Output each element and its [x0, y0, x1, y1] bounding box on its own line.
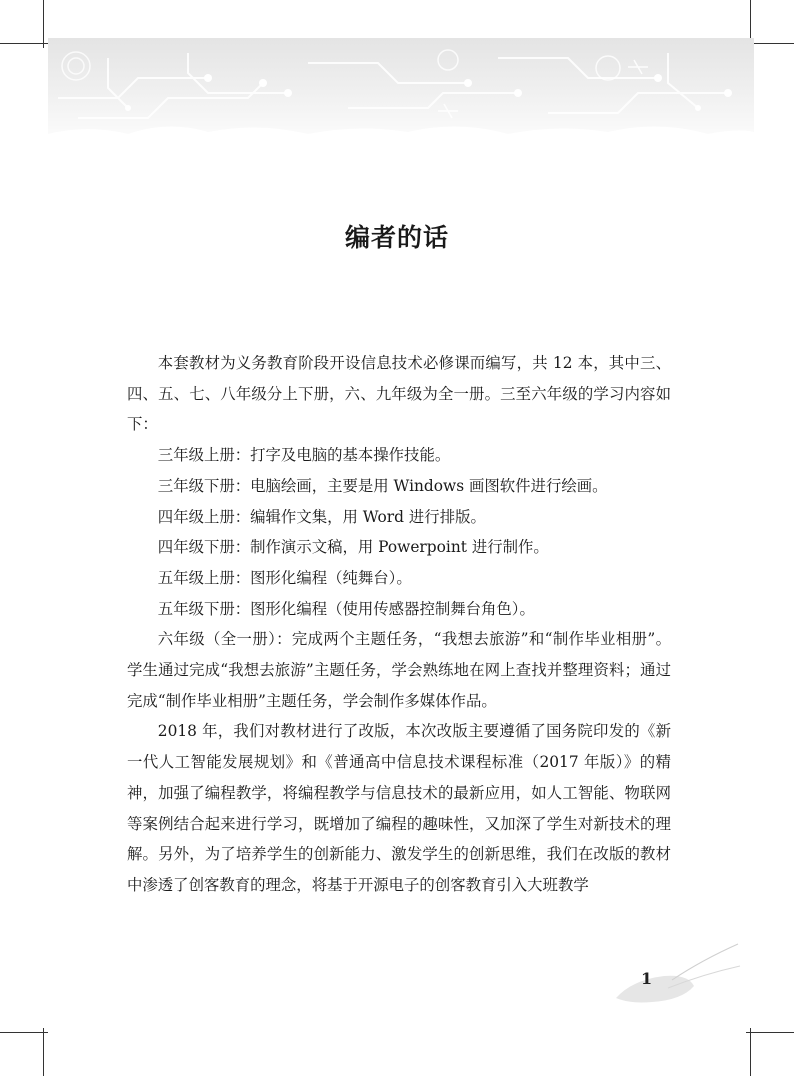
paragraph-2018-revision: 2018 年，我们对教材进行了改版，本次改版主要遵循了国务院印发的《新一代人工智能发展规划》和《普通高中信息技术课程标准（2017 年版）》的精神，加强了编程教学，将编程教学与信息技术的最新应用，如人工智能、物联网等案例结合起来进行学习，既增加了编程的趣味性，又加深了学生对新技术的理解。另外，为了培养学生的创新能力、激发学生的创新思维，我们在改版的教材中渗透了创客教育的理念，将基于开源电子的创客教育引入大班教学 [127, 722, 671, 894]
crop-mark-top-left-v [43, 0, 44, 48]
paragraph-grade5-vol1: 五年级上册：图形化编程（纯舞台）。 [157, 568, 412, 587]
body-text [127, 348, 671, 901]
paragraph-grade3-vol2: 三年级下册：电脑绘画，主要是用 Windows 画图软件进行绘画。 [157, 476, 608, 495]
crop-mark-top-left-h [0, 43, 48, 44]
paragraph-grade5-vol2: 五年级下册：图形化编程（使用传感器控制舞台角色）。 [157, 599, 535, 618]
paragraph-intro: 本套教材为义务教育阶段开设信息技术必修课而编写，共 12 本，其中三、四、五、七、八年级分上下册，六、九年级为全一册。三至六年级的学习内容如下： [127, 354, 671, 434]
paragraph-grade4-vol1: 四年级上册：编辑作文集，用 Word 进行排版。 [157, 507, 486, 526]
crop-mark-bottom-right-h [746, 1032, 794, 1033]
page-number: 1 [641, 969, 653, 988]
header-banner [48, 38, 754, 150]
page-number-swoosh-icon [612, 940, 742, 1010]
paragraph-grade4-vol2: 四年级下册：制作演示文稿，用 Powerpoint 进行制作。 [157, 538, 549, 557]
paragraph-grade3-vol1: 三年级上册：打字及电脑的基本操作技能。 [157, 446, 451, 465]
crop-mark-bottom-left-h [0, 1032, 48, 1033]
circuit-pattern-graphic [48, 38, 754, 150]
crop-mark-bottom-left-v [43, 1028, 44, 1076]
page-title: 编者的话 [344, 223, 449, 252]
paragraph-grade6: 六年级（全一册）：完成两个主题任务，“我想去旅游”和“制作毕业相册”。学生通过完成“我想去旅游”主题任务，学会熟练地在网上查找并整理资料；通过完成“制作毕业相册”主题任务，学会制作多媒体作品。 [127, 630, 671, 710]
crop-mark-bottom-right-v [750, 1028, 751, 1076]
